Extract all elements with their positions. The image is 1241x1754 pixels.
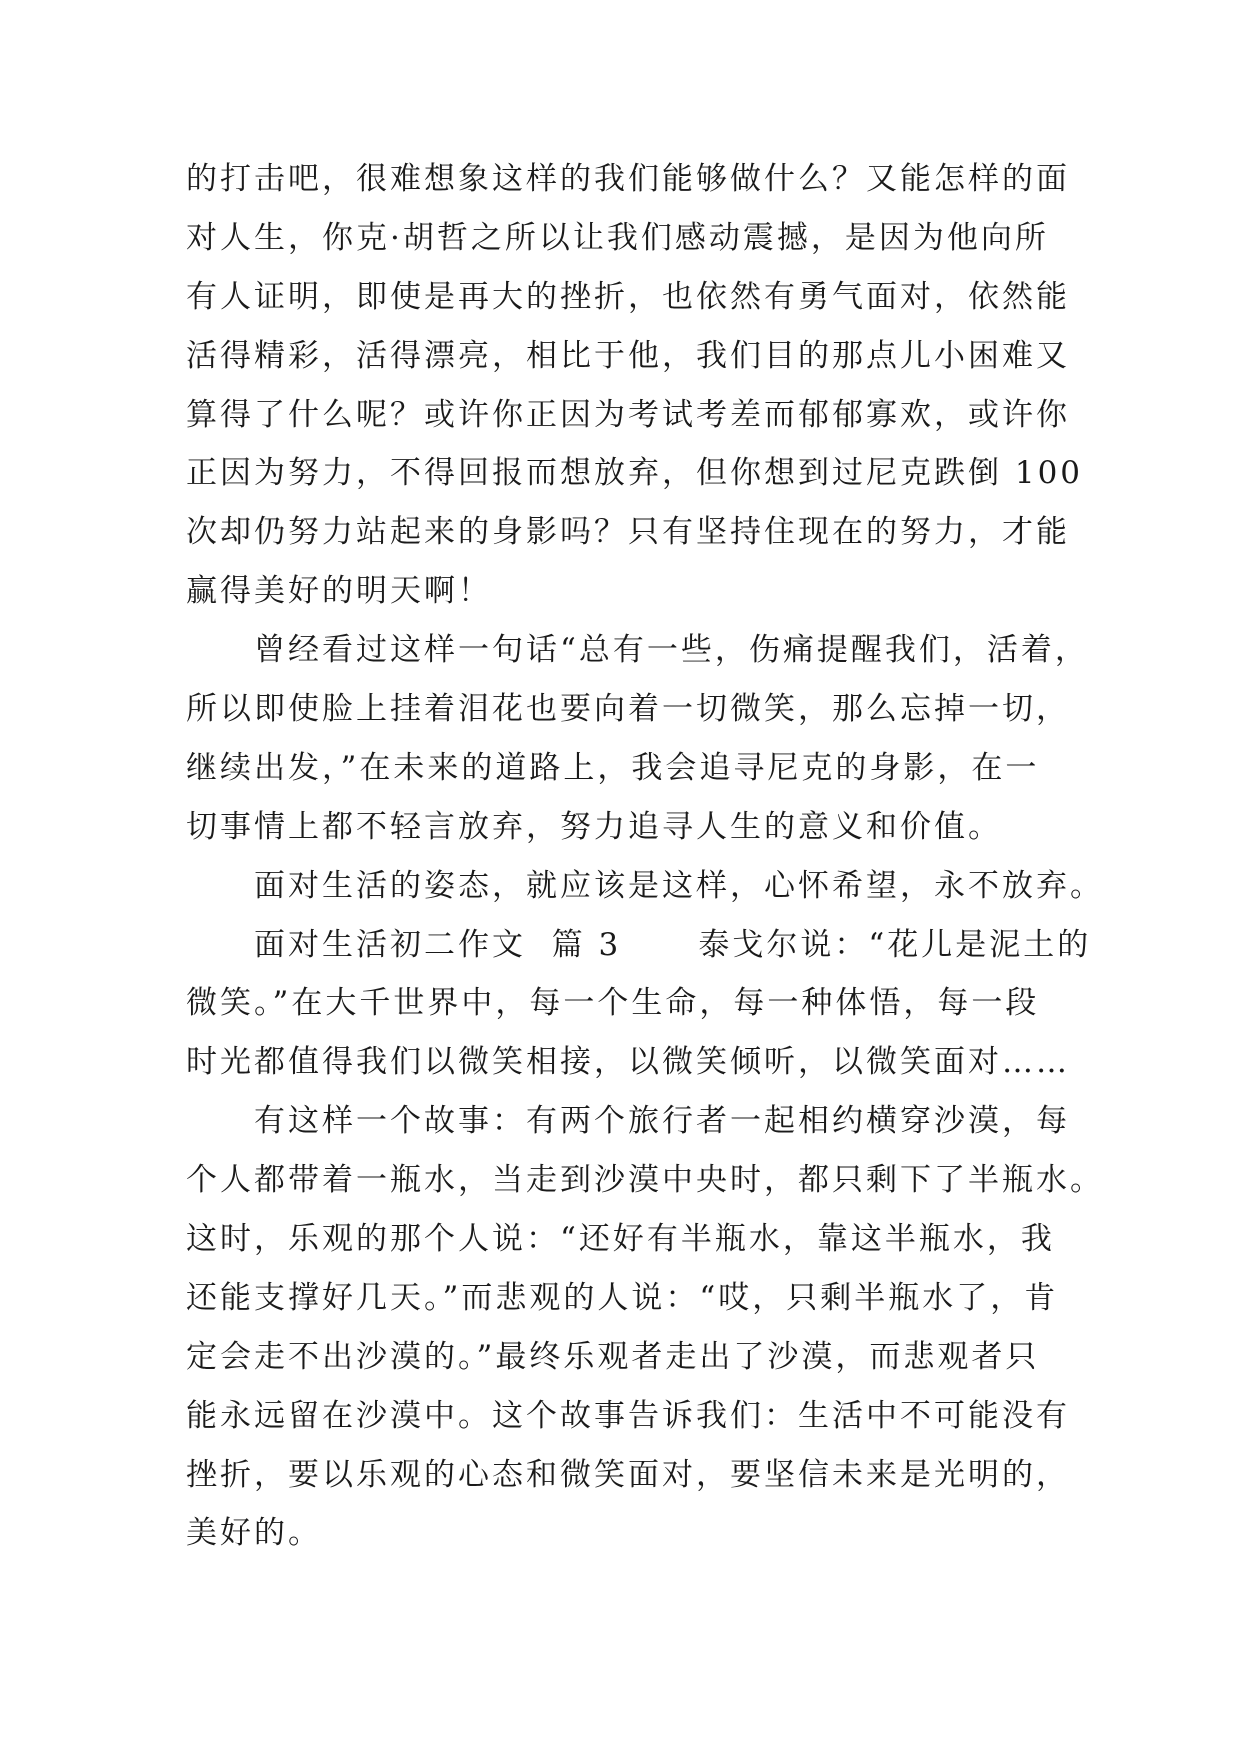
text-line: 时光都值得我们以微笑相接，以微笑倾听，以微笑面对…… <box>186 1044 1070 1081</box>
text-line: 正因为努力，不得回报而想放弃，但你想到过尼克跌倒 100 <box>186 455 1084 492</box>
text-line: 算得了什么呢？或许你正因为考试考差而郁郁寡欢，或许你 <box>186 396 1070 433</box>
paragraph <box>186 857 1104 916</box>
paragraph <box>186 150 1084 621</box>
text-line: 个人都带着一瓶水，当走到沙漠中央时，都只剩下了半瓶水。 <box>186 1162 1104 1199</box>
text-line: 微笑。”在大千世界中，每一个生命，每一种体悟，每一段 <box>186 985 1040 1022</box>
paragraph <box>186 916 1092 1093</box>
text-line: 有人证明，即使是再大的挫折，也依然有勇气面对，依然能 <box>186 278 1070 315</box>
text-line: 美好的。 <box>186 1515 322 1552</box>
text-line: 赢得美好的明天啊！ <box>186 573 492 610</box>
paragraph <box>186 621 1089 857</box>
text-line: 曾经看过这样一句话“总有一些，伤痛提醒我们，活着， <box>254 632 1089 669</box>
paragraph <box>186 1092 1104 1563</box>
text-line: 活得精彩，活得漂亮，相比于他，我们目的那点儿小困难又 <box>186 337 1070 374</box>
text-line: 这时，乐观的那个人说：“还好有半瓶水，靠这半瓶水，我 <box>186 1221 1055 1258</box>
document-body <box>186 150 1104 1563</box>
text-line: 能永远留在沙漠中。这个故事告诉我们：生活中不可能没有 <box>186 1397 1070 1434</box>
text-line: 还能支撑好几天。”而悲观的人说：“哎，只剩半瓶水了，肯 <box>186 1279 1059 1316</box>
text-line: 挫折，要以乐观的心态和微笑面对，要坚信未来是光明的， <box>186 1456 1070 1493</box>
text-line: 切事情上都不轻言放弃，努力追寻人生的意义和价值。 <box>186 808 1002 845</box>
text-line: 有这样一个故事：有两个旅行者一起相约横穿沙漠，每 <box>254 1103 1070 1140</box>
section-heading-line: 面对生活初二作文 篇 3 泰戈尔说：“花儿是泥土的 <box>254 926 1092 963</box>
text-line: 继续出发，”在未来的道路上，我会追寻尼克的身影，在一 <box>186 749 1040 786</box>
text-line: 定会走不出沙漠的。”最终乐观者走出了沙漠，而悲观者只 <box>186 1338 1040 1375</box>
text-line: 面对生活的姿态，就应该是这样，心怀希望，永不放弃。 <box>254 867 1104 904</box>
text-line: 次却仍努力站起来的身影吗？只有坚持住现在的努力，才能 <box>186 514 1070 551</box>
text-line: 的打击吧，很难想象这样的我们能够做什么？又能怎样的面 <box>186 161 1070 197</box>
text-line: 对人生，你克·胡哲之所以让我们感动震撼，是因为他向所 <box>186 219 1049 256</box>
text-line: 所以即使脸上挂着泪花也要向着一切微笑，那么忘掉一切， <box>186 691 1070 728</box>
